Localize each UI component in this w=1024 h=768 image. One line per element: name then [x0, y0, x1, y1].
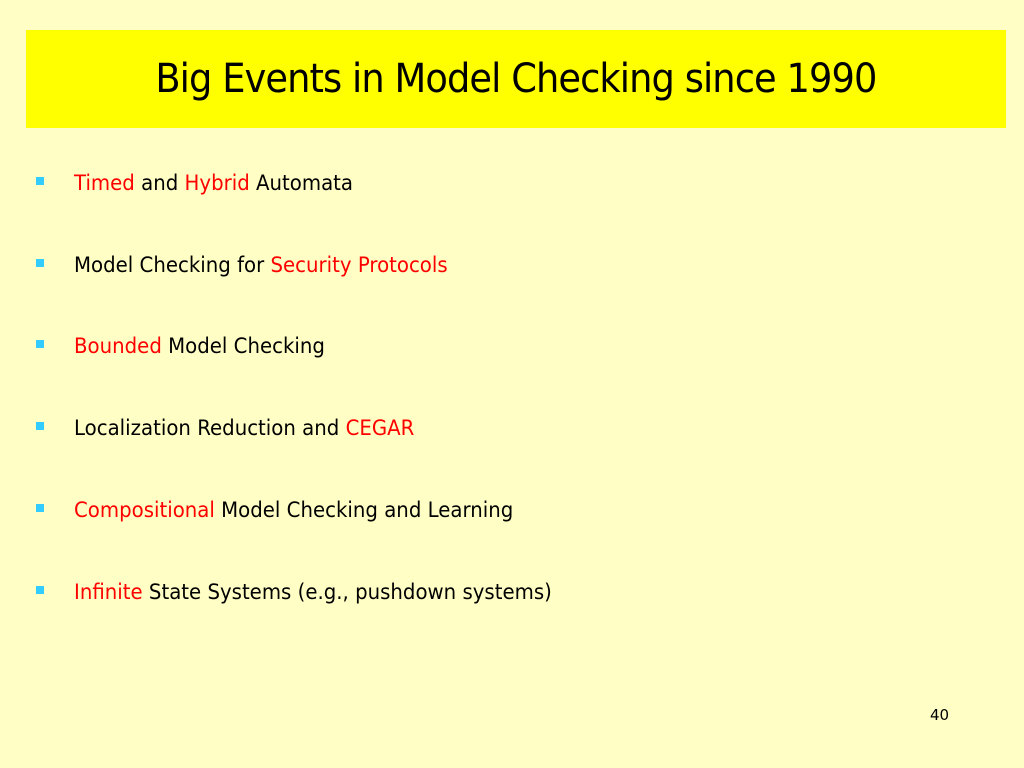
- highlight-text: CEGAR: [345, 416, 415, 440]
- plain-text: Automata: [249, 171, 354, 195]
- square-bullet-icon: [36, 340, 44, 348]
- highlight-text: Bounded: [74, 334, 162, 358]
- plain-text: and: [134, 171, 185, 195]
- page-number: 40: [930, 706, 950, 724]
- bullet-item: [36, 329, 341, 363]
- square-bullet-icon: [36, 177, 44, 185]
- bullet-text: [74, 580, 552, 604]
- bullet-item: [36, 575, 582, 609]
- bullet-item: [36, 411, 436, 445]
- plain-text: Model Checking for: [74, 253, 271, 277]
- bullet-item: [36, 493, 541, 527]
- square-bullet-icon: [36, 259, 44, 267]
- plain-text: Model Checking and Learning: [214, 498, 514, 522]
- highlight-text: Compositional: [74, 498, 215, 522]
- highlight-text: Hybrid: [184, 171, 250, 195]
- plain-text: State Systems (e.g., pushdown systems): [142, 580, 552, 604]
- bullet-text: [74, 171, 353, 195]
- bullet-text: [74, 334, 325, 358]
- bullet-text: [74, 253, 448, 277]
- highlight-text: Timed: [74, 171, 135, 195]
- highlight-text: Security Protocols: [270, 253, 448, 277]
- plain-text: Localization Reduction and: [74, 416, 346, 440]
- highlight-text: Infinite: [74, 580, 143, 604]
- slide-title: Big Events in Model Checking since 1990: [155, 56, 877, 102]
- bullet-item: [36, 166, 371, 200]
- bullet-item: [36, 248, 472, 282]
- square-bullet-icon: [36, 422, 44, 430]
- square-bullet-icon: [36, 586, 44, 594]
- bullet-text: [74, 416, 414, 440]
- square-bullet-icon: [36, 504, 44, 512]
- plain-text: Model Checking: [161, 334, 325, 358]
- bullet-text: [74, 498, 513, 522]
